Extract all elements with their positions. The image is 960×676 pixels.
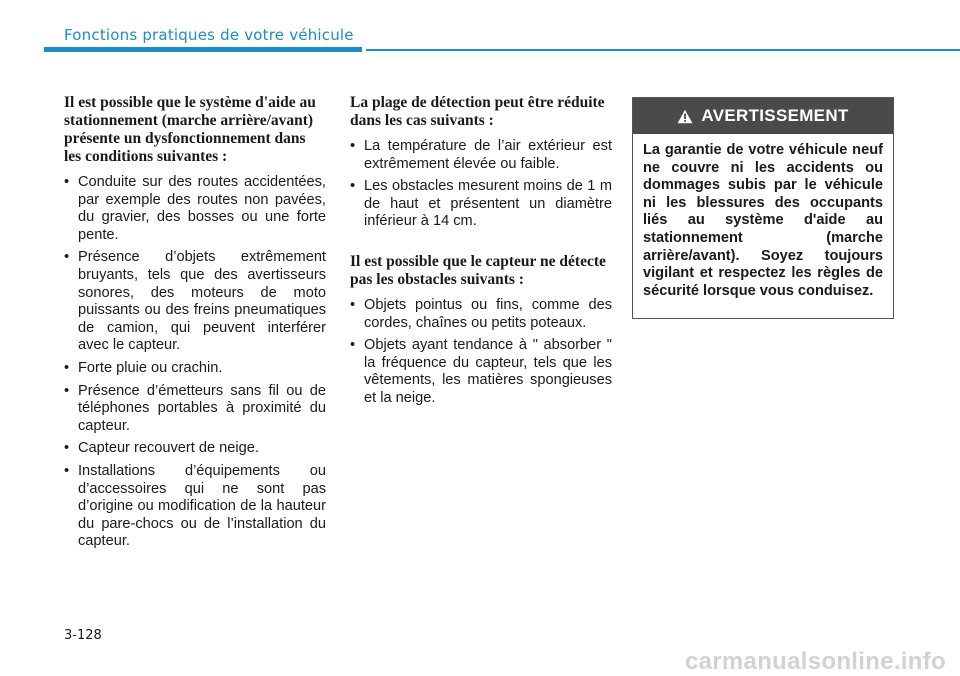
list-item: • La température de l’air extérieur est extrêmement élevée ou faible. bbox=[350, 138, 612, 173]
list-item: • Les obstacles mesurent moins de 1 m de haut et présentent un diamètre inférieur à 14 cm. bbox=[350, 178, 612, 231]
header-rule-thick bbox=[44, 47, 362, 52]
header-rule-thin bbox=[366, 49, 960, 51]
reduced-range-list bbox=[350, 138, 612, 231]
reduced-range-heading: La plage de détection peut être réduite dans les cas suivants : bbox=[350, 94, 605, 129]
watermark: carmanualsonline.info bbox=[684, 648, 946, 675]
undetected-obstacles-list bbox=[350, 297, 612, 408]
list-item: • Objets pointus ou fins, comme des cordes, chaînes ou petits poteaux. bbox=[350, 297, 612, 332]
undetected-obstacles-heading: Il est possible que le capteur ne détecte pas les obstacles suivants : bbox=[350, 252, 606, 288]
section-header-title: Fonctions pratiques de votre véhicule bbox=[64, 26, 354, 44]
list-item: • Forte pluie ou crachin. bbox=[64, 360, 326, 378]
list-item: • Conduite sur des routes accidentées, par exemple des routes non pavées, du gravier, des bosses ou une forte pente. bbox=[64, 174, 326, 244]
column-left bbox=[64, 94, 326, 556]
list-item: • Installations d’équipements ou d’accessoires qui ne sont pas d’origine ou modification de la hauteur du pare-chocs ou de l’installation du capteur. bbox=[64, 463, 326, 551]
list-item: • Présence d’objets extrêmement bruyants, tels que des avertisseurs sonores, des moteurs de moto puissants ou des freins pneumatiques de camion, qui peuvent interférer avec le capteur. bbox=[64, 249, 326, 355]
list-item: • Présence d’émetteurs sans fil ou de téléphones portables à proximité du capteur. bbox=[64, 383, 326, 436]
malfunction-conditions-list bbox=[64, 174, 326, 551]
page-number: 3-128 bbox=[64, 628, 102, 643]
warning-box bbox=[632, 97, 894, 319]
list-item: • Capteur recouvert de neige. bbox=[64, 440, 326, 458]
warning-triangle-icon bbox=[677, 109, 693, 124]
malfunction-conditions-heading: Il est possible que le système d'aide au stationnement (marche arrière/avant) présente un dysfonctionnement dans les conditions suivantes : bbox=[64, 94, 316, 165]
warning-text: La garantie de votre véhicule neuf ne couvre ni les accidents ou dommages subis par le véhicule ni les blessures des occupants liés au système d'aide au stationnement (marche arrière/avant). Soyez toujours vigilant et respectez les règles de sécurité lorsque vous conduisez. bbox=[643, 142, 883, 299]
list-item: • Objets ayant tendance à " absorber " la fréquence du capteur, tels que les vêtements, les matières spongieuses et la neige. bbox=[350, 337, 612, 407]
column-middle bbox=[350, 94, 612, 413]
warning-title: AVERTISSEMENT bbox=[701, 106, 849, 125]
warning-header bbox=[633, 98, 893, 134]
